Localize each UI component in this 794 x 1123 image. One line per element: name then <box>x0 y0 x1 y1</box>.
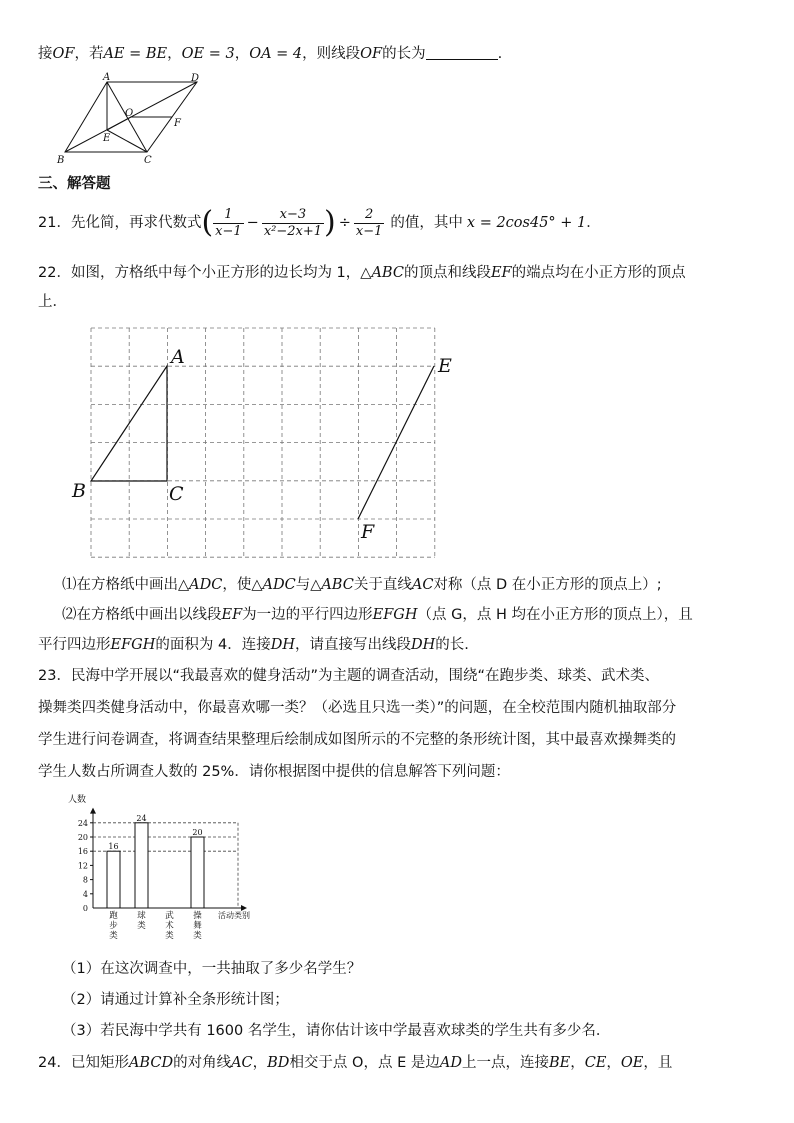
q21-line <box>38 206 601 240</box>
q22-text: 对称（点 D 在小正方形的顶点上）; <box>433 577 662 593</box>
q21-condition: x = 2cos45° + 1 <box>466 215 587 231</box>
q22-dh: DH <box>411 637 436 653</box>
q22-text: 与 <box>295 577 311 593</box>
y-axis-label: 人数 <box>68 795 87 805</box>
fraction-denominator: x−1 <box>215 223 242 239</box>
q20-ae-be: AE = BE <box>103 46 168 62</box>
q23-line4: 学生人数占所调查人数的 25%．请你根据图中提供的信息解答下列问题： <box>38 764 510 780</box>
q22-text: 为一边的平行四边形 <box>242 607 373 623</box>
q24-oe: OE <box>620 1055 644 1071</box>
bar-value-label: 16 <box>108 842 119 852</box>
q22-triangle: △ADC <box>178 577 223 593</box>
q22-text: 的长. <box>435 637 469 653</box>
y-tick-label: 24 <box>77 818 88 828</box>
label-e: E <box>438 355 452 377</box>
q20-oa: OA = 4 <box>249 46 303 62</box>
q22-ef: EF <box>490 265 512 281</box>
fraction-denominator: x²−2x+1 <box>263 223 323 239</box>
label-d: D <box>191 73 200 84</box>
q24-line1 <box>38 1053 672 1073</box>
q22-text: 平行四边形 <box>38 637 111 653</box>
q21-text: 先化简，再求代数式 <box>70 215 202 231</box>
q20-of: OF <box>52 46 75 62</box>
q22-triangle: △ABC <box>310 577 354 593</box>
q20-text: ，若 <box>74 46 104 62</box>
grid-lines <box>91 328 435 557</box>
bar-chart <box>58 790 278 950</box>
fraction-numerator: 2 <box>354 207 385 224</box>
q20-text: ， <box>234 46 250 62</box>
q22-text: 关于直线 <box>353 577 412 593</box>
section-heading: 三、解答题 <box>38 176 111 192</box>
bar <box>135 823 148 908</box>
q20-line <box>38 44 502 64</box>
q23-line1: 23．民海中学开展以“我最喜欢的健身活动”为主题的调查活动，围绕“在跑步类、球类、武术类、 <box>38 668 659 684</box>
bar-value-label: 20 <box>192 828 203 837</box>
category-label: 舞 <box>193 921 202 931</box>
bar <box>107 851 120 908</box>
category-label: 类 <box>193 931 202 941</box>
q24-text: ， <box>252 1055 268 1071</box>
category-label: 类 <box>109 931 118 941</box>
fraction-numerator: x−3 <box>262 207 324 224</box>
label-c: C <box>169 483 184 505</box>
q22-sub2-line2 <box>38 635 469 655</box>
q24-text: 的对角线 <box>173 1055 232 1071</box>
q22-text: 的顶点和线段 <box>403 265 491 281</box>
q22-triangle: △ABC <box>360 265 404 281</box>
y-tick-label: 12 <box>77 861 88 871</box>
q22-sub2 <box>62 605 693 625</box>
x-axis-label: 活动类别 <box>218 911 250 920</box>
q23-sub3: （3）若民海中学共有 1600 名学生，请你估计该中学最喜欢球类的学生共有多少名． <box>62 1023 611 1039</box>
fraction-3 <box>354 207 385 240</box>
q22-dh: DH <box>270 637 295 653</box>
y-tick-label: 20 <box>77 833 88 842</box>
category-label: 类 <box>137 921 146 931</box>
q21-period: ． <box>586 215 601 231</box>
category-label: 术 <box>165 921 174 931</box>
q20-oe: OE = 3 <box>181 46 235 62</box>
y-axis-arrow-icon <box>90 808 96 814</box>
fraction-2 <box>262 207 324 240</box>
q20-of2: OF <box>360 46 383 62</box>
grid-figure <box>70 318 470 568</box>
q24-bd: BD <box>267 1055 290 1071</box>
q22-text: 的面积为 4．连接 <box>155 637 271 653</box>
q22-text: 22．如图，方格纸中每个小正方形的边长均为 1， <box>38 265 361 281</box>
q24-text: ， <box>606 1055 621 1071</box>
q24-abcd: ABCD <box>128 1055 174 1071</box>
label-c: C <box>144 155 152 166</box>
q24-text: ， <box>570 1055 585 1071</box>
label-f: F <box>361 521 375 543</box>
category-label: 步 <box>109 921 118 931</box>
q21-number: 21． <box>38 215 71 231</box>
q22-text: （点 G，点 H 均在小正方形的顶点上），且 <box>417 607 693 623</box>
q20-text: ， <box>167 46 182 62</box>
q24-be: BE <box>548 1055 571 1071</box>
parallelogram-figure <box>55 72 215 167</box>
label-a: A <box>103 72 111 83</box>
q24-ac: AC <box>231 1055 253 1071</box>
q22-text: ⑵在方格纸中画出以线段 <box>62 607 222 623</box>
paren-left: ( <box>201 205 214 240</box>
y-tick-label: 8 <box>82 875 88 885</box>
fraction-1 <box>213 207 244 240</box>
q24-ce: CE <box>584 1055 607 1071</box>
q23-line2: 操舞类四类健身活动中，你最喜欢哪一类？（必选且只选一类）”的问题，在全校范围内随机抽取部分 <box>38 700 677 716</box>
category-label: 球 <box>137 911 146 921</box>
label-b: B <box>57 155 65 166</box>
q20-text: ，则线段 <box>302 46 361 62</box>
label-o: O <box>125 108 134 119</box>
minus-sign: − <box>246 215 259 231</box>
q22-triangle: △ADC <box>251 577 296 593</box>
q22-text: ，请直接写出线段 <box>295 637 411 653</box>
q22-line1 <box>38 263 686 283</box>
y-tick-label: 4 <box>82 889 88 899</box>
q24-text: 上一点，连接 <box>461 1055 549 1071</box>
q22-sub1 <box>62 575 662 595</box>
label-e: E <box>103 133 111 144</box>
q22-efgh: EFGH <box>110 637 156 653</box>
q22-efgh: EFGH <box>372 607 418 623</box>
q24-text: ，且 <box>643 1055 673 1071</box>
q22-ac: AC <box>411 577 434 593</box>
q24-text: 相交于点 O，点 E 是边 <box>289 1055 440 1071</box>
bar-value-label: 24 <box>136 813 147 823</box>
category-label: 武 <box>165 911 174 921</box>
q22-text: 的端点均在小正方形的顶点 <box>511 265 686 281</box>
fraction-denominator: x−1 <box>355 223 383 239</box>
q23-sub1: （1）在这次调查中，一共抽取了多少名学生？ <box>62 961 362 977</box>
q20-text: 的长为 <box>382 46 426 62</box>
category-label: 类 <box>165 931 174 941</box>
label-a: A <box>171 346 185 368</box>
y-tick-label: 16 <box>77 847 88 857</box>
q20-prefix: 接 <box>38 46 53 62</box>
q22-text: ⑴在方格纸中画出 <box>62 577 178 593</box>
divide-sign: ÷ <box>338 215 351 231</box>
y-tick-label: 0 <box>82 904 88 913</box>
category-label: 跑 <box>109 911 118 921</box>
q24-text: 24．已知矩形 <box>38 1055 129 1071</box>
q20-period: . <box>497 46 503 62</box>
paren-right: ) <box>324 205 336 240</box>
label-b: B <box>72 480 86 502</box>
fraction-numerator: 1 <box>213 207 244 224</box>
q22-text: ，使 <box>222 577 252 593</box>
category-label: 操 <box>193 911 202 921</box>
q22-line2: 上． <box>38 294 67 310</box>
label-f: F <box>174 118 181 129</box>
q23-line3: 学生进行问卷调查，将调查结果整理后绘制成如图所示的不完整的条形统计图，其中最喜欢操舞类的 <box>38 732 676 748</box>
bar <box>191 837 204 908</box>
q21-text: 的值，其中 <box>390 215 463 231</box>
q23-sub2: （2）请通过计算补全条形统计图； <box>62 992 289 1008</box>
q24-ad: AD <box>439 1055 462 1071</box>
answer-blank <box>426 45 498 60</box>
q22-ef: EF <box>221 607 243 623</box>
